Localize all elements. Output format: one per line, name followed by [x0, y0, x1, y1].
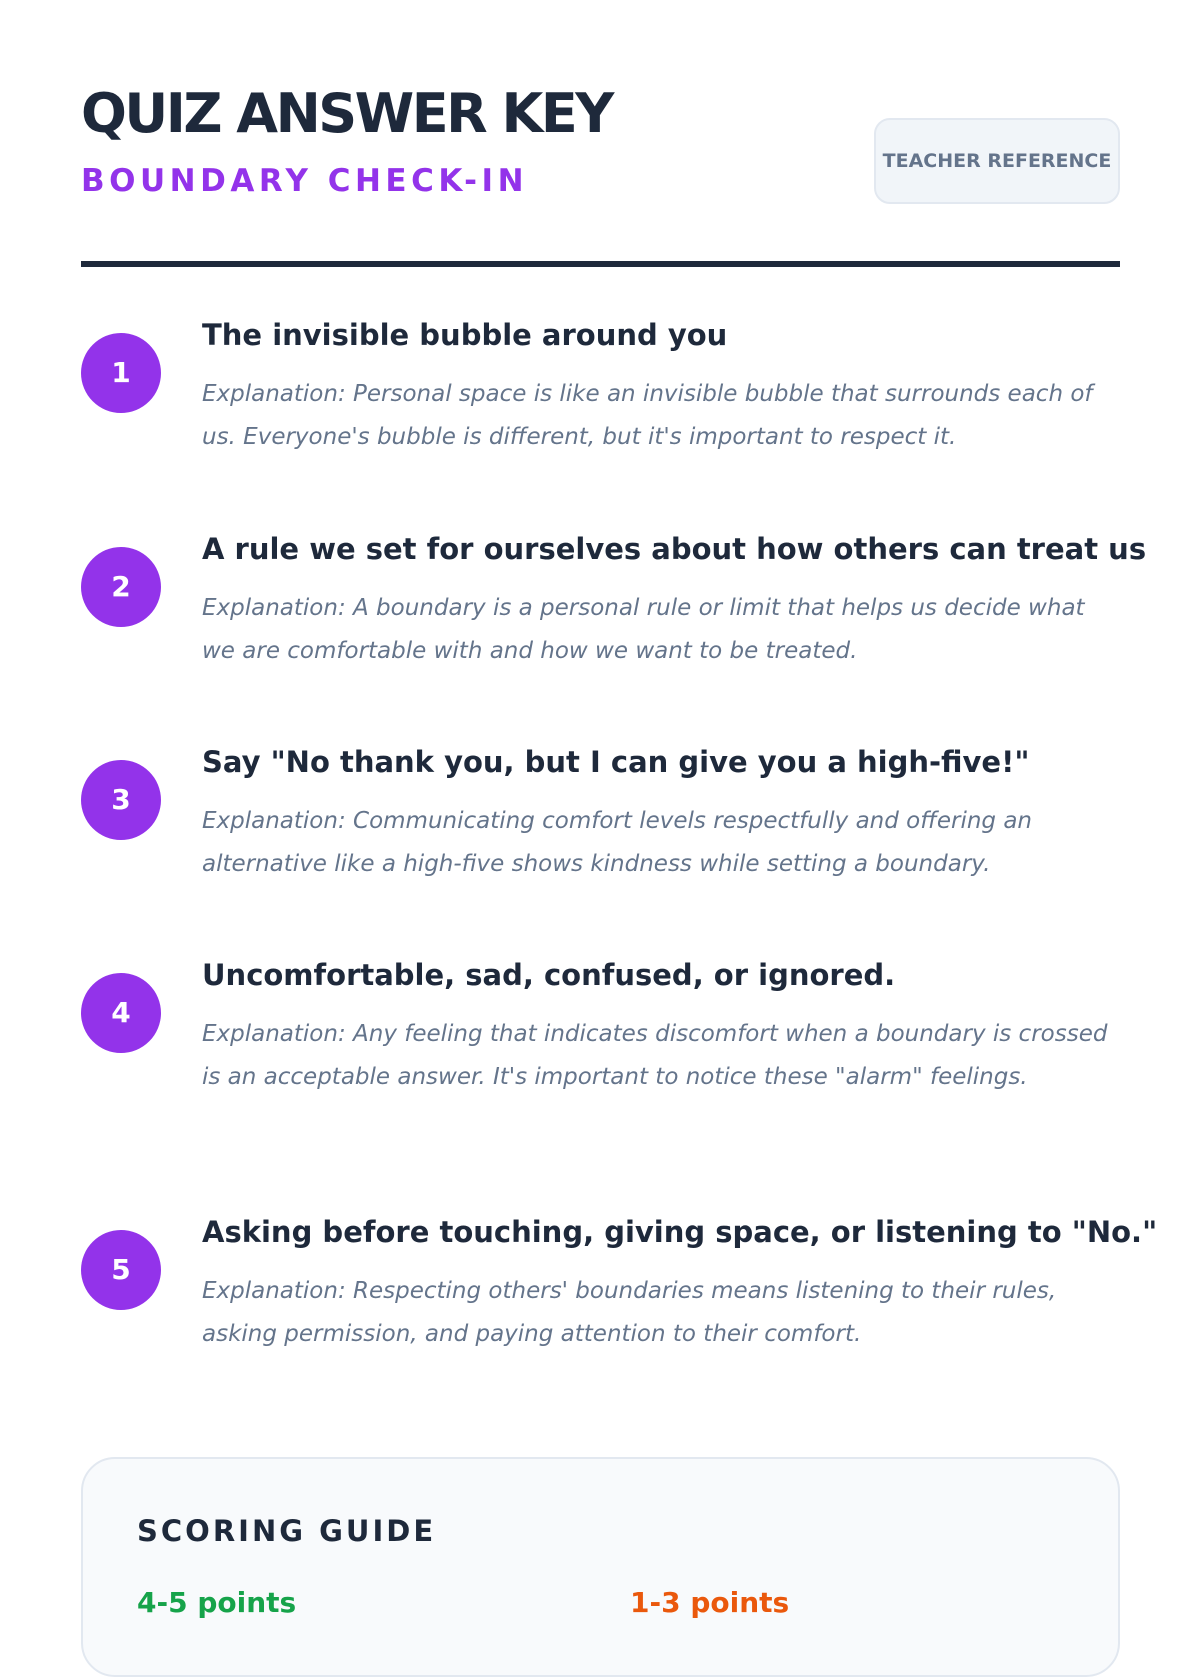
answer-text: A rule we set for ourselves about how others can treat us: [202, 532, 1147, 566]
answer-explanation: Explanation: Respecting others' boundaries means listening to their rules, asking permission, and paying attention to their comfort.: [202, 1278, 1057, 1347]
answer-text: The invisible bubble around you: [202, 318, 728, 352]
teacher-reference-badge: TEACHER REFERENCE: [874, 118, 1120, 204]
score-level-mid: 1-3 points: [630, 1586, 790, 1619]
answer-number-badge: 3: [81, 760, 161, 840]
answer-number-badge: 2: [81, 547, 161, 627]
score-level-high: 4-5 points: [137, 1586, 297, 1619]
page-title: QUIZ ANSWER KEY: [81, 82, 612, 145]
answer-explanation: Explanation: Communicating comfort levels respectfully and offering an alternative like a high-five shows kindness while setting a boundary.: [202, 808, 1032, 877]
answer-explanation: Explanation: Any feeling that indicates discomfort when a boundary is crossed is an acceptable answer. It's important to notice these "alarm" feelings.: [202, 1021, 1108, 1090]
answer-number-badge: 1: [81, 333, 161, 413]
answer-text: Say "No thank you, but I can give you a high-five!": [202, 745, 1030, 779]
answer-text: Uncomfortable, sad, confused, or ignored.: [202, 958, 896, 992]
page-subtitle: BOUNDARY CHECK-IN: [81, 163, 529, 199]
header: [81, 82, 1120, 212]
answer-key-page: [81, 0, 1158, 1619]
answer-explanation: Explanation: A boundary is a personal rule or limit that helps us decide what we are comfortable with and how we want to be treated.: [202, 595, 1085, 664]
answer-explanation: Explanation: Personal space is like an invisible bubble that surrounds each of us. Everyone's bubble is different, but it's important to respect it.: [202, 381, 1093, 450]
scoring-guide-title: SCORING GUIDE: [137, 1514, 437, 1548]
answer-text: Asking before touching, giving space, or listening to "No.": [202, 1215, 1158, 1249]
scoring-guide-card: [81, 1457, 1120, 1677]
header-divider: [81, 261, 1120, 267]
answer-number-badge: 4: [81, 973, 161, 1053]
answer-number-badge: 5: [81, 1230, 161, 1310]
